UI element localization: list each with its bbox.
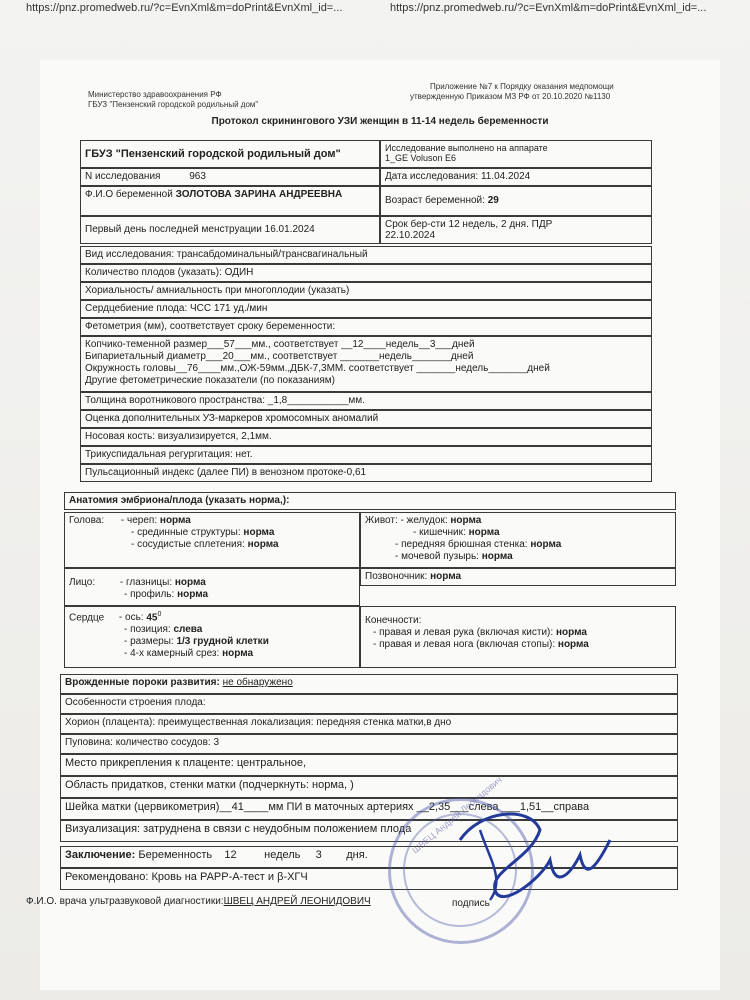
intestine-value: норма	[468, 527, 500, 538]
stomach-value: норма	[450, 515, 482, 526]
intestine-label: - кишечник:	[413, 527, 466, 538]
legs-label: - правая и левая нога (включая стопы):	[373, 639, 556, 650]
lmp-cell	[80, 216, 380, 244]
doctor-name: ШВЕЦ АНДРЕЙ ЛЕОНИДОВИЧ	[223, 896, 371, 907]
plexus-label: - сосудистые сплетения:	[131, 539, 245, 550]
position-label: - позиция:	[124, 624, 171, 636]
arms-label: - правая и левая рука (включая кисти):	[373, 627, 554, 638]
visual-row: Визуализация: затруднена в связи с неудобным положением плода	[60, 820, 678, 842]
patient-name: ЗОЛОТОВА ЗАРИНА АНДРЕЕВНА	[175, 189, 343, 200]
spine-cell	[360, 568, 676, 586]
skull-value: норма	[159, 515, 191, 526]
cervix-row: Шейка матки (цервикометрия)__41____мм ПИ в маточных артериях __2,35___слева ___1,51__справа	[60, 798, 678, 820]
defects-value: не обнаружено	[222, 677, 293, 688]
wall-label: - передняя брюшная стенка:	[395, 539, 528, 550]
hc-line: Окружность головы__76____мм.,ОЖ-59мм.,ДБК-7,3ММ. соответствует _______недель_______дней	[85, 363, 550, 374]
four-chamber-value: норма	[222, 648, 254, 660]
profile-value: норма	[177, 589, 209, 600]
fetometry-values	[80, 336, 652, 392]
heartbeat-row: Сердцебиение плода: ЧСС 171 уд./мин	[80, 300, 652, 318]
spine-label: Позвоночник:	[365, 571, 428, 582]
age-value: 29	[487, 195, 499, 206]
term-weeks: 12	[448, 219, 460, 230]
nasal-bone-row: Носовая кость: визуализируется, 2,1мм.	[80, 428, 652, 446]
appendix-line-2: утвержденную Приказом МЗ РФ от 20.10.2020 №1130	[410, 92, 611, 101]
tricuspid-row: Трикуспидальная регургитация: нет.	[80, 446, 652, 464]
head-label: Голова:	[69, 515, 105, 526]
bladder-value: норма	[481, 551, 513, 562]
fetometry-row: Фетометрия (мм), соответствует сроку беременности:	[80, 318, 652, 336]
patient-label: Ф.И.О беременной	[85, 189, 173, 200]
appendix-line-1: Приложение №7 к Порядку оказания медпомощи	[430, 82, 614, 91]
crl-line: Копчико-теменной размер___57___мм., соответствует __12____недель__3___дней	[85, 339, 475, 350]
attach-row: Место прикрепления к плаценте: центральное,	[60, 754, 678, 776]
term-cell	[380, 216, 652, 244]
term-weeks-unit: недель,	[462, 219, 499, 230]
signature-image	[420, 800, 620, 920]
adnexa-row: Область придатков, стенки матки (подчеркнуть: норма, )	[60, 776, 678, 798]
abdomen-label: Живот:	[365, 515, 398, 526]
fetus-count-row: Количество плодов (указать): ОДИН	[80, 264, 652, 282]
age-label: Возраст беременной:	[385, 195, 485, 206]
size-value: 1/3 грудной клетки	[176, 636, 269, 648]
plexus-value: норма	[247, 539, 279, 550]
age-cell	[380, 186, 652, 216]
spine-value: норма	[430, 571, 462, 582]
study-date-value: 11.04.2024	[480, 171, 531, 182]
limbs-label: Конечности:	[365, 615, 422, 626]
bladder-label: - мочевой пузырь:	[395, 551, 479, 562]
study-number-cell	[80, 168, 380, 186]
org-cell: ГБУЗ "Пензенский городской родильный дом"	[80, 140, 380, 168]
abdomen-cell	[360, 512, 676, 568]
wall-value: норма	[530, 539, 562, 550]
heart-cell	[64, 606, 360, 668]
defects-label: Врожденные пороки развития:	[65, 677, 220, 688]
legs-value: норма	[557, 639, 589, 650]
nt-row: Толщина воротникового пространства: _1,8___________мм.	[80, 392, 652, 410]
lmp-label: Первый день последней менструации	[85, 224, 262, 235]
doctor-label: Ф.И.О. врача ультразвуковой диагностики:	[26, 896, 224, 907]
device-cell	[380, 140, 652, 168]
doctor-line	[26, 896, 371, 907]
stomach-label: - желудок:	[400, 515, 448, 526]
axis-degree: 0	[157, 611, 162, 618]
position-value: слева	[173, 624, 203, 636]
other-fetometry-line: Другие фетометрические показатели (по показаниям)	[85, 375, 336, 386]
face-cell	[64, 568, 360, 606]
four-chamber-label: - 4-х камерный срез:	[124, 648, 220, 660]
defects-row	[60, 674, 678, 694]
org-header: ГБУЗ "Пензенский городской родильный дом"	[88, 100, 259, 109]
term-label: Срок бер-сти	[385, 219, 446, 230]
bpd-line: Бипариетальный диаметр___20___мм., соответствует _______недель_______дней	[85, 351, 474, 362]
markers-row: Оценка дополнительных УЗ-маркеров хромосомных аномалий	[80, 410, 652, 428]
limbs-cell	[360, 606, 676, 668]
skull-label: - череп:	[120, 515, 158, 526]
patient-cell	[80, 186, 380, 216]
orbits-value: норма	[174, 577, 206, 588]
study-type-row: Вид исследования: трансабдоминальный/трансвагинальный	[80, 246, 652, 264]
orbits-label: - глазницы:	[119, 577, 173, 588]
device-value: 1_GE Voluson E6	[385, 153, 457, 163]
pdr-value: 22.10.2024	[385, 230, 436, 241]
sign-label: подпись	[452, 898, 490, 909]
document-title: Протокол скринингового УЗИ женщин в 11-14 недель беременности	[211, 116, 549, 127]
median-value: норма	[243, 527, 275, 538]
ministry-text: Министерство здравоохранения РФ	[88, 90, 222, 99]
stamp-text: ШВЕЦ Андрей Леонидович	[410, 774, 504, 856]
profile-label: - профиль:	[124, 589, 175, 600]
term-days-unit: дня. ПДР	[509, 219, 553, 230]
head-cell	[64, 512, 360, 568]
study-date-label: Дата исследования:	[385, 171, 479, 182]
study-number-value: 963	[189, 171, 206, 182]
placenta-features-row: Особенности строения плода:	[60, 694, 678, 714]
term-days: 2	[500, 219, 507, 230]
axis-value: 45	[146, 612, 158, 624]
chorion-row: Хорион (плацента): преимущественная локализация: передняя стенка матки,в дно	[60, 714, 678, 734]
pi-row: Пульсационный индекс (далее ПИ) в венозном протоке-0,61	[80, 464, 652, 482]
face-label: Лицо:	[69, 577, 96, 588]
arms-value: норма	[555, 627, 587, 638]
size-label: - размеры:	[124, 636, 174, 648]
lmp-value: 16.01.2024	[264, 224, 315, 235]
chorionicity-row: Хориальность/ амниальность при многоплодии (указать)	[80, 282, 652, 300]
browser-url-right: https://pnz.promedweb.ru/?c=EvnXml&m=doPrint&EvnXml_id=...	[390, 2, 707, 14]
anatomy-header: Анатомия эмбриона/плода (указать норма,):	[64, 492, 676, 510]
cord-row: Пуповина: количество сосудов: 3	[60, 734, 678, 754]
recommendation-row: Рекомендовано: Кровь на РАРР-А-тест и β-ХГЧ	[60, 868, 678, 890]
heart-label: Сердце	[69, 612, 105, 624]
conclusion-value: Беременность 12 недель 3 дня.	[138, 849, 368, 861]
axis-label: - ось:	[118, 612, 144, 624]
device-label: Исследование выполнено на аппарате	[385, 143, 548, 153]
conclusion-label: Заключение:	[65, 849, 136, 861]
study-date-cell	[380, 168, 652, 186]
study-number-label: N исследования	[85, 171, 161, 182]
median-label: - срединные структуры:	[131, 527, 241, 538]
browser-url-left: https://pnz.promedweb.ru/?c=EvnXml&m=doPrint&EvnXml_id=...	[26, 2, 343, 14]
